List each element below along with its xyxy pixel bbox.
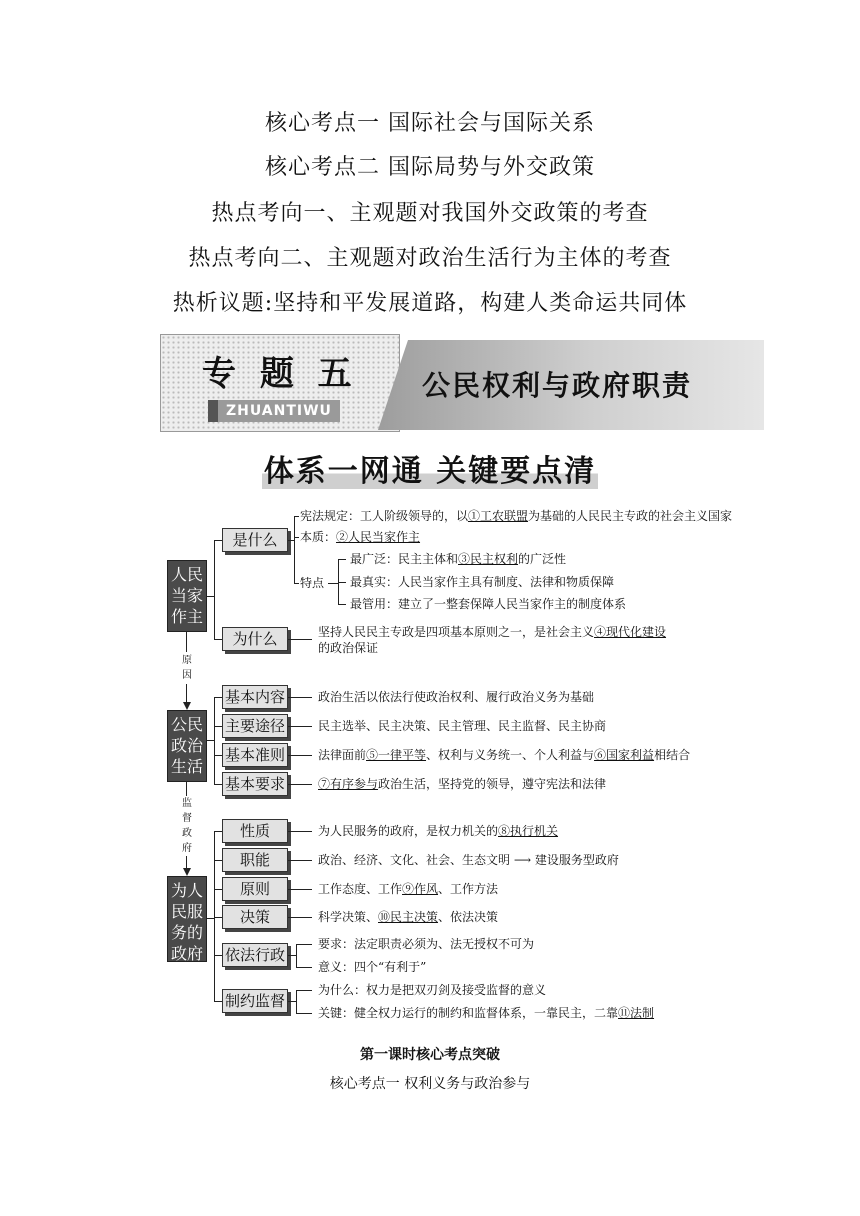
category-main-ways: 主要途径 [222, 714, 288, 738]
topic-banner [160, 334, 764, 432]
functions-text: 政治、经济、文化、社会、生态文明 ⟶ 建设服务型政府 [318, 853, 619, 867]
checks-key: 关键：健全权力运行的制约和监督体系，一靠民主，二靠⑪法制 [318, 1006, 655, 1020]
banner-subtitle: 公民权利与政府职责 [422, 369, 693, 402]
banner-title: 专 题 五 [202, 354, 358, 394]
why-text-line1: 坚持人民民主专政是四项基本原则之一，是社会主义④现代化建设 [318, 625, 667, 639]
link-supervise: 监 督 政 府 [182, 798, 192, 854]
lesson-title: 第一课时核心考点突破 [360, 1047, 500, 1063]
checks-why: 为什么：权力是把双刃剑及接受监督的意义 [318, 983, 547, 997]
arrow-down-icon [183, 868, 191, 876]
features-label: 特点 [300, 576, 325, 590]
arrow-down-icon [183, 702, 191, 710]
category-checks: 制约监督 [222, 989, 288, 1013]
feature-most-real: 最真实：人民当家作主具有制度、法律和物质保障 [350, 575, 615, 589]
link-reason: 原 因 [182, 655, 192, 681]
law-admin-significance: 意义：四个“有利于” [318, 960, 427, 974]
heading-5: 热析议题:坚持和平发展道路，构建人类命运共同体 [172, 291, 688, 316]
nature-text: 为人民服务的政府，是权力机关的⑧执行机关 [318, 824, 559, 838]
main-box-government: 为人 民服 务的 政府 [167, 876, 207, 962]
category-law-admin: 依法行政 [222, 943, 288, 967]
feature-broadest: 最广泛：民主主体和③民主权利的广泛性 [350, 552, 567, 566]
category-nature: 性质 [222, 819, 288, 843]
heading-3: 热点考向一、主观题对我国外交政策的考查 [211, 201, 649, 226]
basic-principles-text: 法律面前⑤一律平等、权利与义务统一、个人利益与⑥国家利益相结合 [318, 748, 691, 762]
category-basic-principles: 基本准则 [222, 743, 288, 767]
category-why: 为什么 [222, 627, 288, 651]
main-ways-text: 民主选举、民主决策、民主管理、民主监督、民主协商 [318, 719, 607, 733]
heading-2: 核心考点二 国际局势与外交政策 [265, 155, 595, 180]
banner-tag: ZHUANTIWU [208, 400, 340, 422]
system-title: 体系一网通 关键要点清 [263, 454, 597, 489]
category-basic-content: 基本内容 [222, 685, 288, 709]
category-functions: 职能 [222, 848, 288, 872]
feature-most-useful: 最管用：建立了一整套保障人民当家作主的制度体系 [350, 597, 627, 611]
basic-requirements-text: ⑦有序参与政治生活，坚持党的领导，遵守宪法和法律 [318, 777, 607, 791]
category-decision: 决策 [222, 905, 288, 929]
category-principles: 原则 [222, 877, 288, 901]
principles-text: 工作态度、工作⑨作风、工作方法 [318, 882, 499, 896]
constitution-text: 宪法规定：工人阶级领导的，以①工农联盟为基础的人民民主专政的社会主义国家 [300, 509, 733, 523]
heading-1: 核心考点一 国际社会与国际关系 [265, 111, 595, 136]
banner-tag-bar [208, 400, 218, 422]
category-basic-requirements: 基本要求 [222, 772, 288, 796]
essence-text: 本质：②人民当家作主 [300, 530, 421, 544]
basic-content-text: 政治生活以依法行使政治权利、履行政治义务为基础 [318, 690, 595, 704]
why-text-line2: 的政治保证 [318, 641, 379, 655]
main-box-political-life: 公民 政治 生活 [167, 710, 207, 782]
category-what: 是什么 [222, 528, 288, 552]
law-admin-requirement: 要求：法定职责必须为、法无授权不可为 [318, 937, 535, 951]
heading-4: 热点考向二、主观题对政治生活行为主体的考查 [188, 246, 672, 271]
decision-text: 科学决策、⑩民主决策、依法决策 [318, 910, 499, 924]
main-box-people-master: 人民 当家 作主 [167, 560, 207, 632]
core-point-title: 核心考点一 权利义务与政治参与 [329, 1076, 531, 1092]
